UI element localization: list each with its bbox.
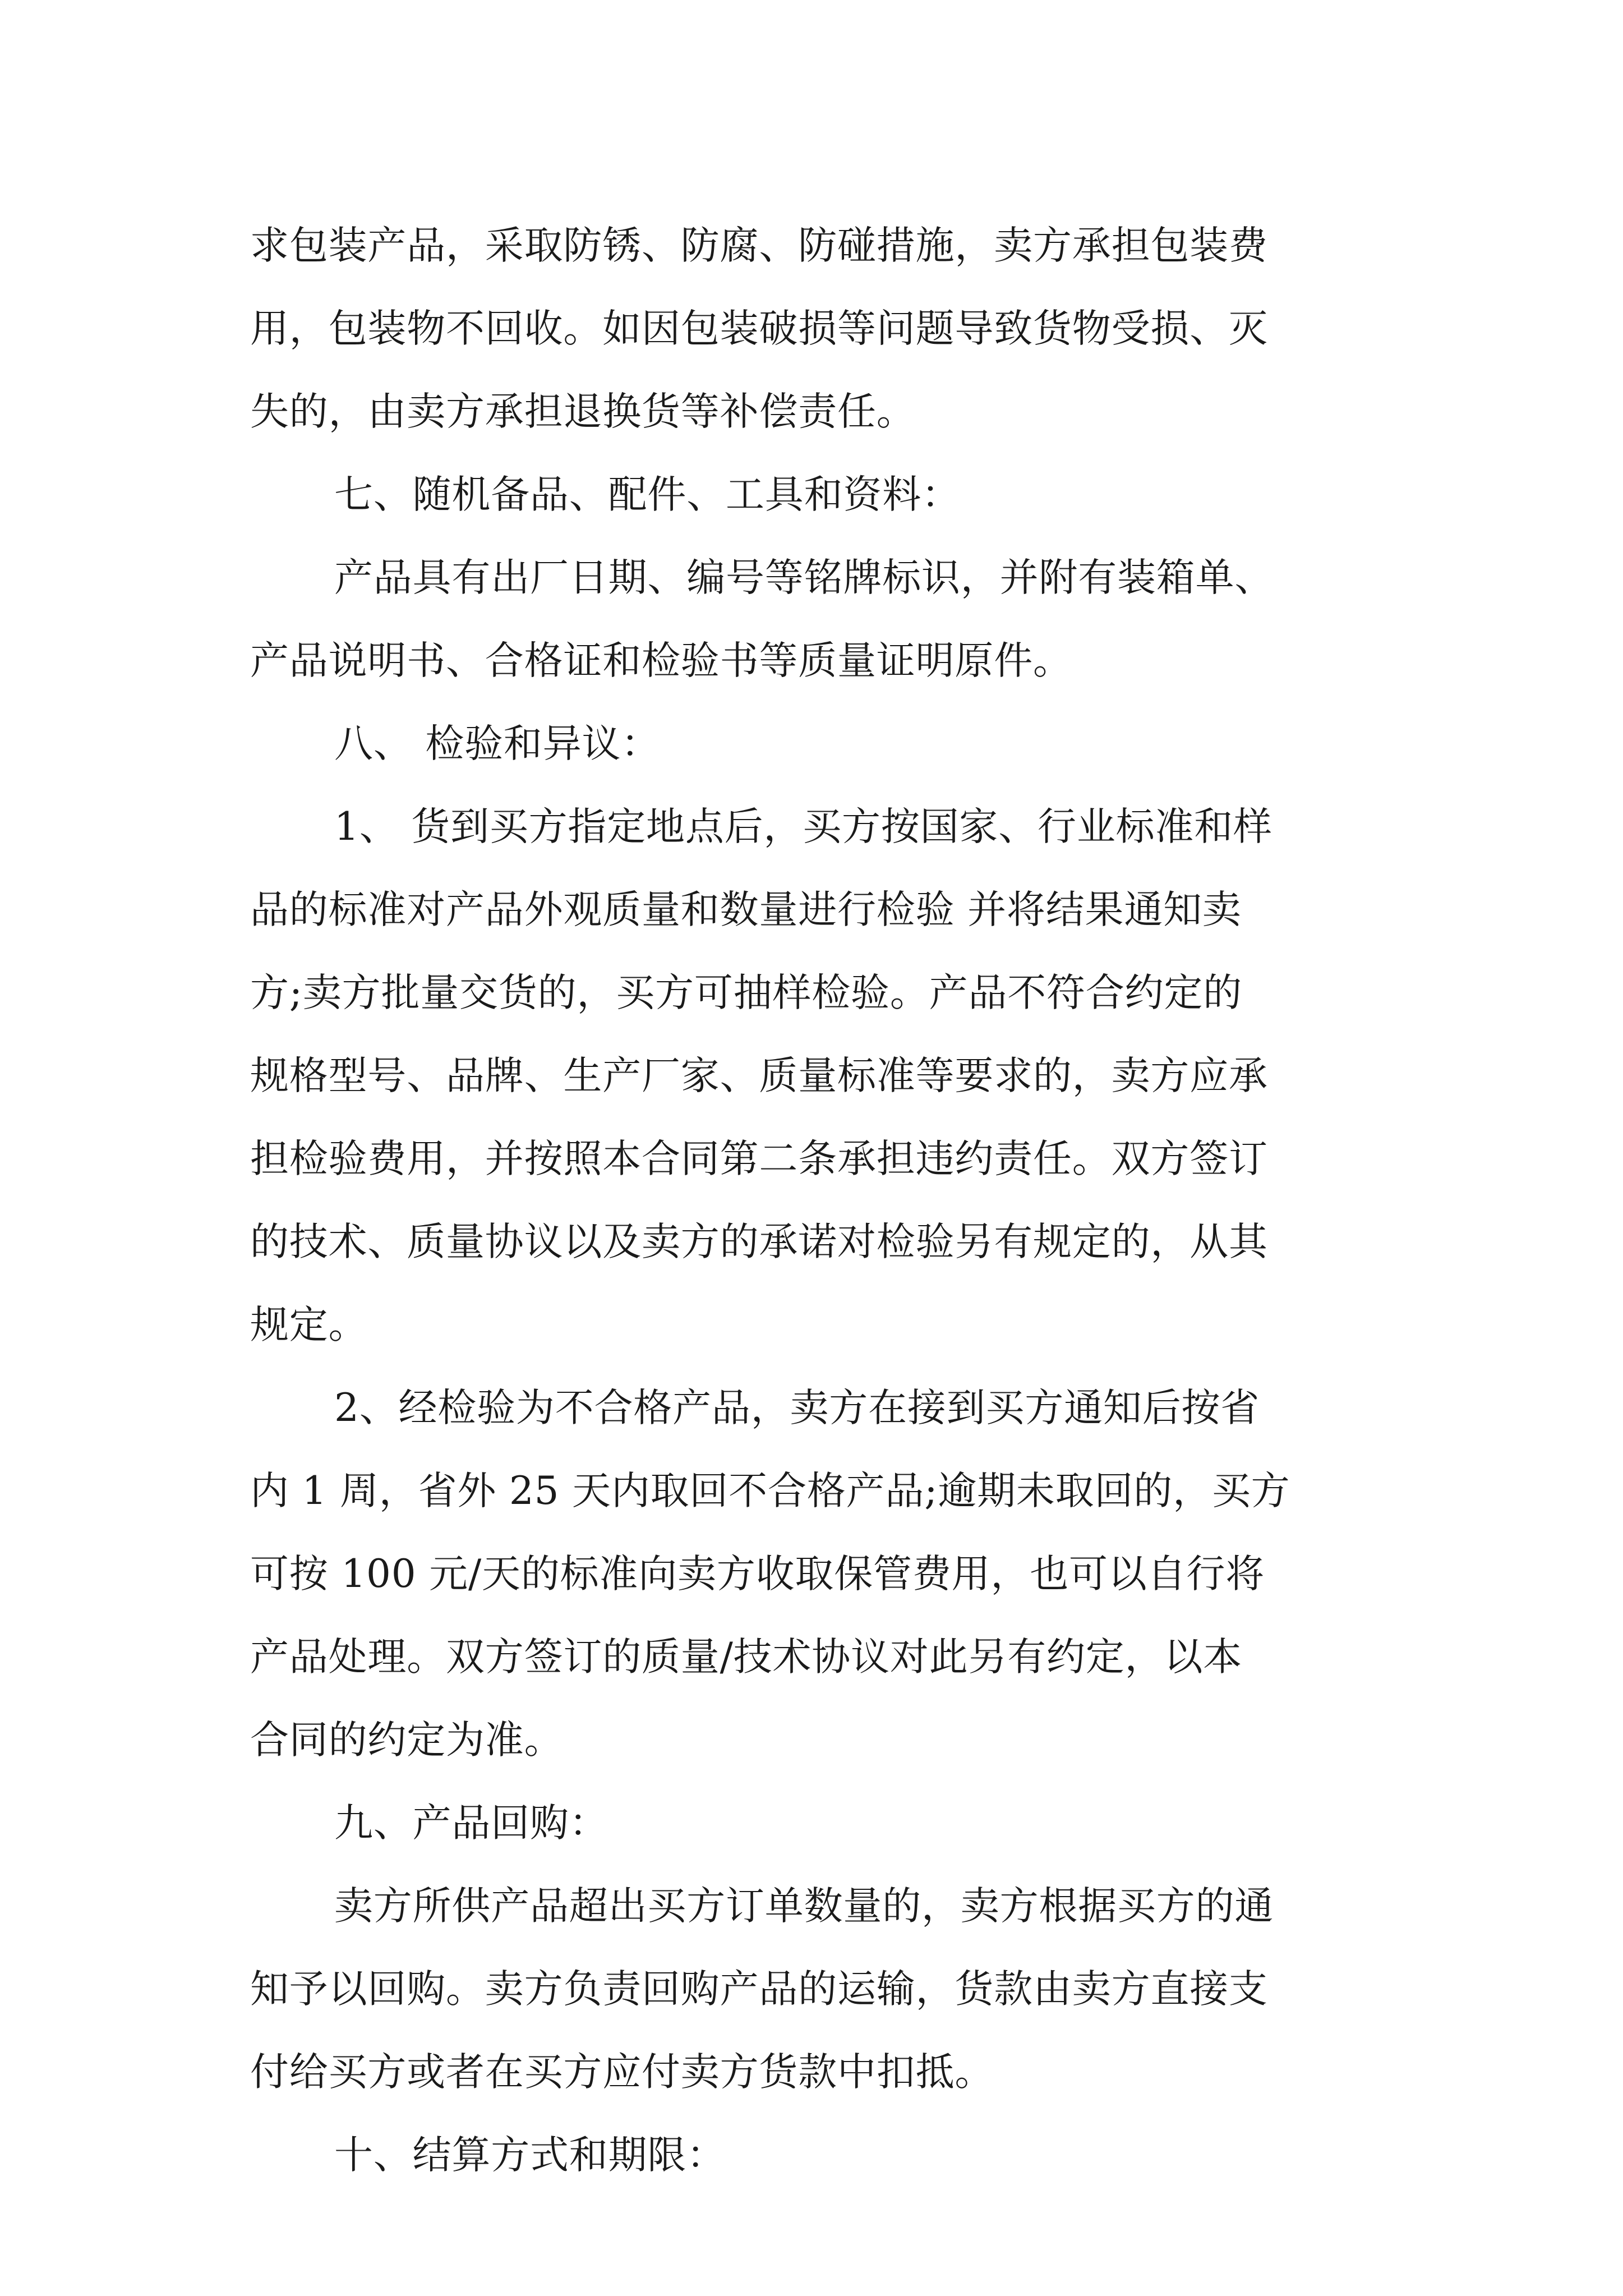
text-line: 产品说明书、合格证和检验书等质量证明原件。 xyxy=(250,638,1072,683)
text-line: 用，包装物不回收。如因包装破损等问题导致货物受损、灭 xyxy=(250,306,1268,351)
text-line: 付给买方或者在买方应付卖方货款中扣抵。 xyxy=(250,2050,994,2095)
text-line: 方;卖方批量交货的，买方可抽样检验。产品不符合约定的 xyxy=(250,970,1243,1015)
section-heading: 七、随机备品、配件、工具和资料： xyxy=(334,472,961,517)
text-line: 知予以回购。卖方负责回购产品的运输，货款由卖方直接支 xyxy=(250,1967,1268,2012)
text-line: 担检验费用，并按照本合同第二条承担违约责任。双方签订 xyxy=(250,1137,1268,1181)
text-line: 内 1 周，省外 25 天内取回不合格产品;逾期未取回的，买方 xyxy=(250,1469,1290,1513)
text-line: 的技术、质量协议以及卖方的承诺对检验另有规定的，从其 xyxy=(250,1220,1268,1264)
text-line: 合同的约定为准。 xyxy=(250,1718,564,1763)
text-line: 规定。 xyxy=(250,1303,368,1347)
section-heading: 八、 检验和异议： xyxy=(334,721,661,766)
text-line: 可按 100 元/天的标准向卖方收取保管费用，也可以自行将 xyxy=(250,1552,1265,1596)
text-line: 求包装产品，采取防锈、防腐、防碰措施，卖方承担包装费 xyxy=(250,223,1268,268)
text-line: 卖方所供产品超出买方订单数量的，卖方根据买方的通 xyxy=(334,1884,1274,1929)
section-heading: 九、产品回购： xyxy=(334,1801,608,1846)
text-line: 规格型号、品牌、生产厂家、质量标准等要求的，卖方应承 xyxy=(250,1053,1268,1098)
section-heading: 十、结算方式和期限： xyxy=(334,2133,726,2178)
text-line: 2、经检验为不合格产品，卖方在接到买方通知后按省 xyxy=(334,1386,1260,1430)
text-line: 产品处理。双方签订的质量/技术协议对此另有约定，以本 xyxy=(250,1635,1243,1680)
text-line: 品的标准对产品外观质量和数量进行检验 并将结果通知卖 xyxy=(250,887,1242,932)
text-line: 失的，由卖方承担退换货等补偿责任。 xyxy=(250,389,916,434)
text-line: 1、 货到买方指定地点后，买方按国家、行业标准和样 xyxy=(334,804,1272,849)
text-line: 产品具有出厂日期、编号等铭牌标识，并附有装箱单、 xyxy=(334,555,1274,600)
